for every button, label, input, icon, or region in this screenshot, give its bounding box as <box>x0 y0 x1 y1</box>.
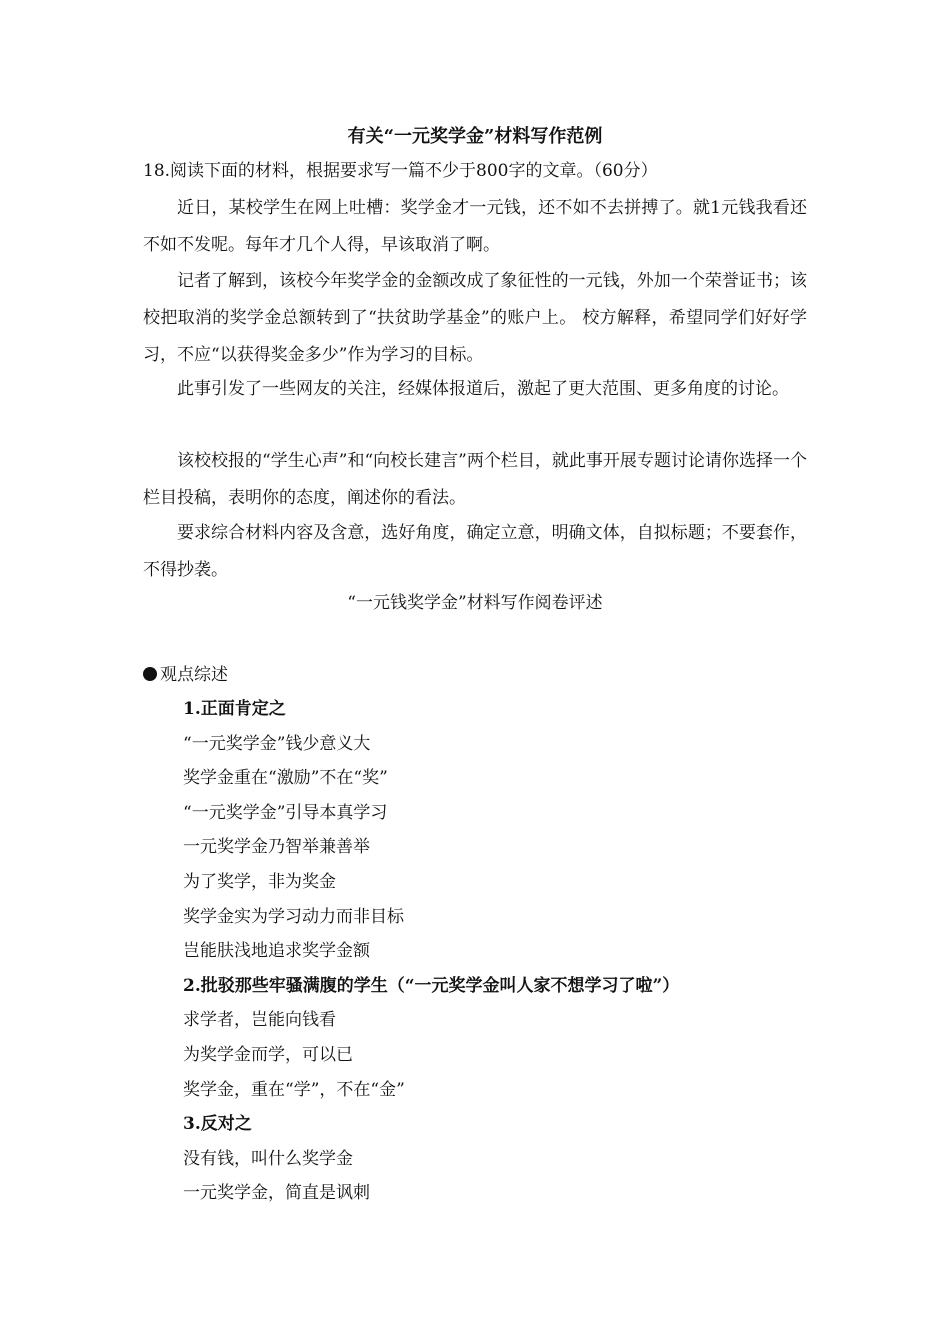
list-item: 奖学金重在“激励”不在“奖” <box>183 768 388 789</box>
list-item: 一元奖学金，简直是讽刺 <box>183 1183 370 1204</box>
list-item: 一元奖学金乃智举兼善举 <box>183 837 370 858</box>
section-heading <box>143 662 228 688</box>
list-item: 没有钱，叫什么奖学金 <box>183 1148 353 1169</box>
list-item: 奖学金，重在“学”，不在“金” <box>183 1079 405 1100</box>
list-item: 岂能肤浅地追求奖学金额 <box>183 941 370 962</box>
group-heading: 1.正面肯定之 <box>183 699 286 719</box>
question-prompt: 18.阅读下面的材料，根据要求写一篇不少于800字的文章。（60分） <box>143 161 658 181</box>
section-heading-label: 观点综述 <box>160 665 228 685</box>
material-paragraph-4: 该校校报的“学生心声”和“向校长建言”两个栏目，就此事开展专题讨论请你选择一个栏目投稿，表明你的态度，阐述你的看法。 <box>143 451 807 508</box>
list-item: 奖学金实为学习动力而非目标 <box>183 906 404 927</box>
review-title: “一元钱奖学金”材料写作阅卷评述 <box>347 593 603 613</box>
requirements-paragraph: 要求综合材料内容及含意，选好角度，确定立意，明确文体，自拟标题；不要套作，不得抄袭。 <box>143 523 807 580</box>
bullet-icon <box>143 667 157 681</box>
list-item: 为了奖学，非为奖金 <box>183 871 336 892</box>
document-title: 有关“一元奖学金”材料写作范例 <box>347 126 603 147</box>
material-paragraph-1: 近日，某校学生在网上吐槽：奖学金才一元钱，还不如不去拼搏了。就1元钱我看还不如不发呢。每年才几个人得，早该取消了啊。 <box>143 198 807 255</box>
list-item: “一元奖学金”引导本真学习 <box>183 802 388 823</box>
list-item: “一元奖学金”钱少意义大 <box>183 733 371 754</box>
viewpoint-list <box>183 696 679 1215</box>
list-item: 求学者，岂能向钱看 <box>183 1010 336 1031</box>
material-paragraph-3: 此事引发了一些网友的关注，经媒体报道后，激起了更大范围、更多角度的讨论。 <box>177 379 789 399</box>
group-heading: 2.批驳那些牢骚满腹的学生（“一元奖学金叫人家不想学习了啦”） <box>183 975 680 996</box>
material-paragraph-2: 记者了解到，该校今年奖学金的金额改成了象征性的一元钱，外加一个荣誉证书；该校把取消的奖学金总额转到了“扶贫助学基金”的账户上。 校方解释，希望同学们好好学习，不应“以获得奖金多少”作为学习的目标。 <box>143 271 807 365</box>
group-heading: 3.反对之 <box>183 1114 252 1135</box>
list-item: 为奖学金而学，可以已 <box>183 1044 353 1065</box>
